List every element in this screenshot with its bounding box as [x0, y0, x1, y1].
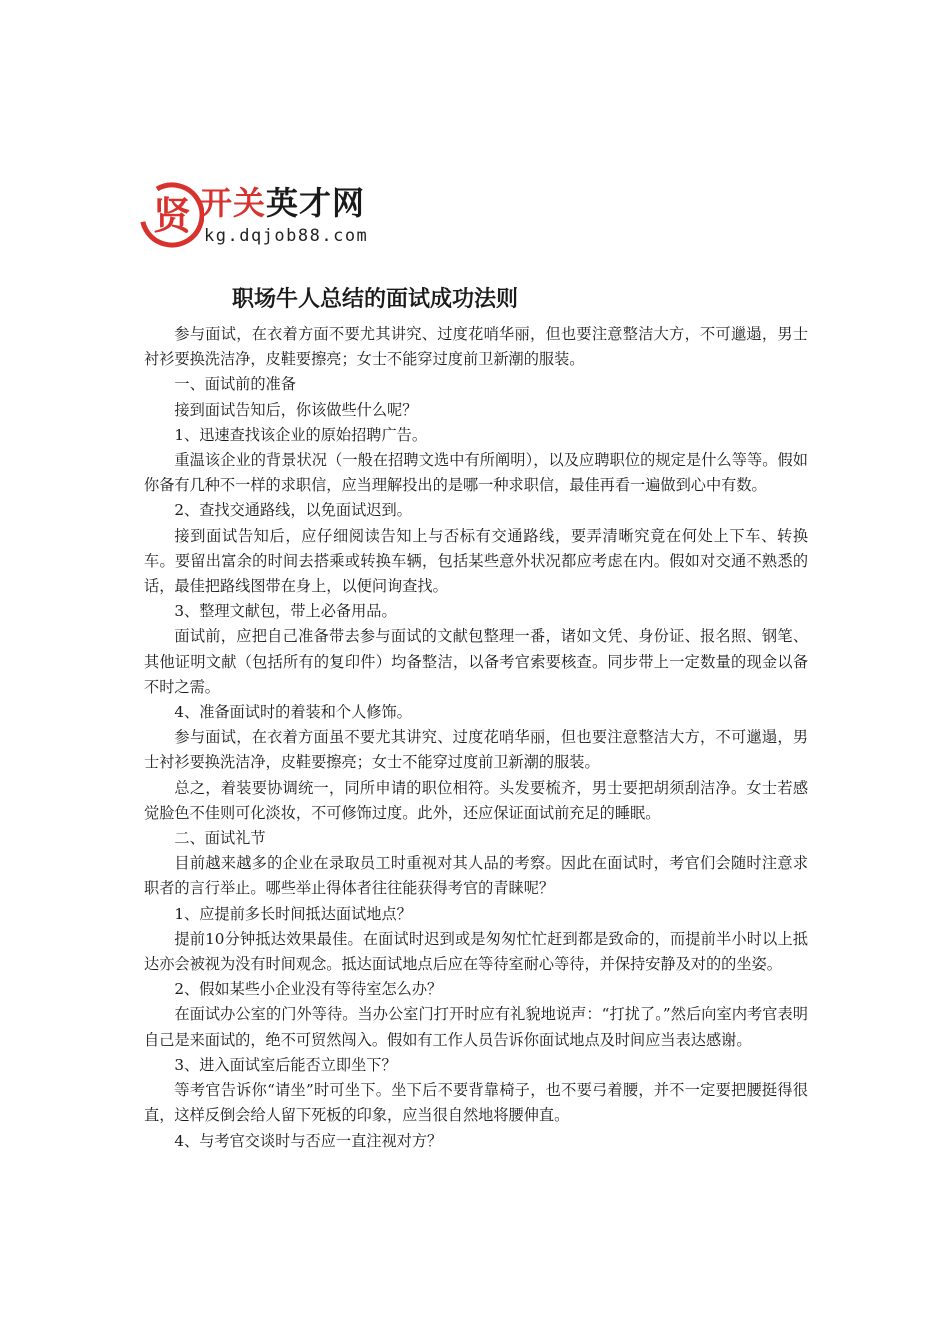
item-heading: 2、假如某些小企业没有等待室怎么办？ [174, 980, 443, 999]
site-logo [140, 175, 400, 255]
brand-name-dark: 英才网 [266, 184, 366, 222]
paragraph: 提前10分钟抵达效果最佳。在面试时迟到或是匆匆忙忙赶到都是致命的，而提前半小时以上抵达亦会被视为没有时间观念。抵达面试地点后应在等待室耐心等待，并保持安静及对的的坐姿。 [144, 929, 808, 974]
item-heading: 4、与考官交谈时与否应一直注视对方？ [174, 1131, 443, 1150]
item-heading: 3、进入面试室后能否立即坐下？ [174, 1055, 397, 1074]
item-heading: 1、迅速查找该企业的原始招聘广告。 [174, 425, 428, 444]
brand-name-red: 开关 [200, 184, 267, 222]
paragraph: 目前越来越多的企业在录取员工时重视对其人品的考察。因此在面试时，考官们会随时注意求职者的言行举止。哪些举止得体者往往能获得考官的青睐呢？ [144, 854, 808, 898]
logo-mark-icon [140, 175, 204, 255]
paragraph: 在面试办公室的门外等待。当办公室门打开时应有礼貌地说声：“打扰了。”然后向室内考官表明自己是来面试的，绝不可贸然闯入。假如有工作人员告诉你面试地点及时间应当表达感谢。 [144, 1005, 808, 1049]
paragraph: 等考官告诉你“请坐”时可坐下。坐下后不要背靠椅子，也不要弓着腰，并不一定要把腰挺得很直，这样反倒会给人留下死板的印象，应当很自然地将腰伸直。 [144, 1081, 808, 1125]
item-heading: 4、准备面试时的着装和个人修饰。 [174, 703, 412, 722]
item-heading: 2、查找交通路线，以免面试迟到。 [174, 501, 412, 520]
item-heading: 1、应提前多长时间抵达面试地点？ [174, 904, 412, 923]
paragraph: 接到面试告知后，你该做些什么呢？ [174, 400, 418, 419]
section-heading: 二、面试礼节 [174, 829, 266, 848]
site-url: kg.dqjob88.com [204, 226, 369, 246]
document-title: 职场牛人总结的面试成功法则 [232, 287, 519, 312]
document-body [144, 322, 808, 1154]
brand-name [200, 183, 365, 223]
paragraph: 参与面试，在衣着方面不要尤其讲究、过度花哨华丽，但也要注意整洁大方，不可邋遢，男士衬衫要换洗洁净，皮鞋要擦亮；女士不能穿过度前卫新潮的服装。 [144, 325, 808, 369]
paragraph: 重温该企业的背景状况（一般在招聘文选中有所阐明），以及应聘职位的规定是什么等等。假如你备有几种不一样的求职信，应当理解投出的是哪一种求职信，最佳再看一遍做到心中有数。 [144, 451, 808, 495]
item-heading: 3、整理文献包，带上必备用品。 [174, 602, 397, 621]
paragraph: 参与面试，在衣着方面虽不要尤其讲究、过度花哨华丽，但也要注意整洁大方，不可邋遢，男士衬衫要换洗洁净，皮鞋要擦亮；女士不能穿过度前卫新潮的服装。 [144, 728, 808, 772]
paragraph: 总之，着装要协调统一，同所申请的职位相符。头发要梳齐，男士要把胡须刮洁净。女士若感觉脸色不佳则可化淡妆，不可修饰过度。此外，还应保证面试前充足的睡眠。 [144, 778, 808, 822]
logo-glyph: 贤 [152, 193, 192, 238]
paragraph: 接到面试告知后，应仔细阅读告知上与否标有交通路线，要弄清晰究竟在何处上下车、转换车。要留出富余的时间去搭乘或转换车辆，包括某些意外状况都应考虑在内。假如对交通不熟悉的话，最佳把路线图带在身上，以便问询查找。 [144, 526, 808, 596]
paragraph: 面试前，应把自己准备带去参与面试的文献包整理一番，诸如文凭、身份证、报名照、钢笔、其他证明文献（包括所有的复印件）均备整洁，以备考官索要核查。同步带上一定数量的现金以备不时之需。 [144, 627, 808, 696]
section-heading: 一、面试前的准备 [174, 375, 296, 394]
